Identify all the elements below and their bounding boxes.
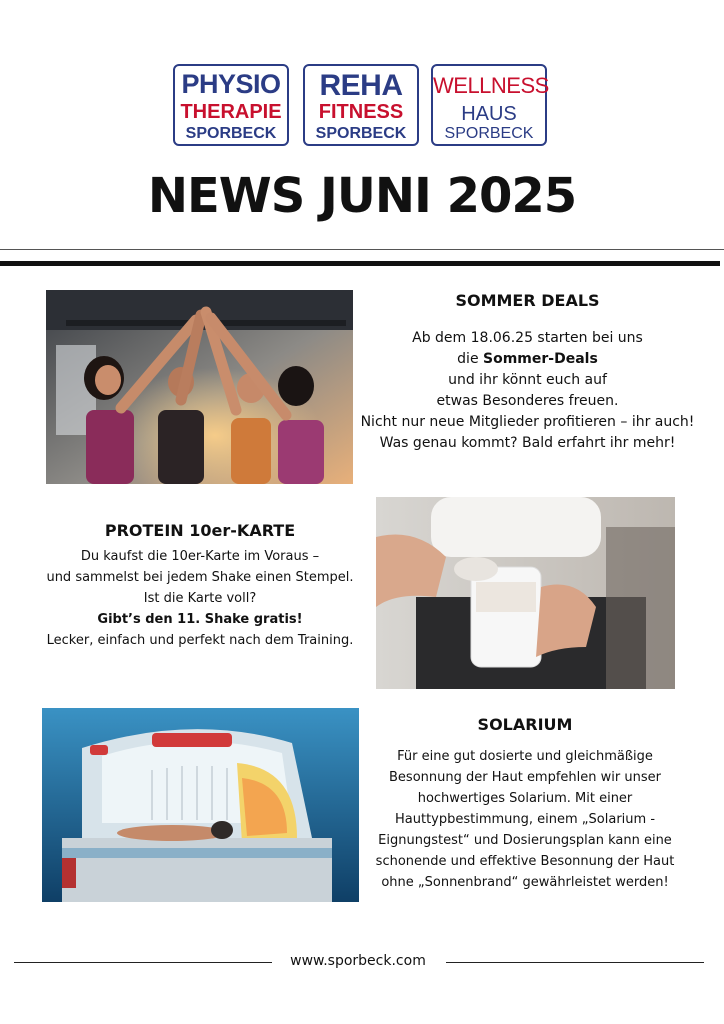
physiotherapie-logo [173, 64, 289, 146]
protein-shake-photo [376, 497, 675, 689]
logo-line-2: HAUS [461, 103, 517, 125]
solarium-section [370, 715, 680, 893]
summer-line: Was genau kommt? Bald erfahrt ihr mehr! [379, 435, 676, 451]
protein-line: Ist die Karte voll? [143, 591, 257, 606]
solarium-heading: SOLARIUM [477, 715, 573, 734]
logo-line-2: FITNESS [318, 101, 404, 123]
protein-section [40, 521, 360, 651]
logo-line-1: PHYSIO [181, 69, 281, 99]
logo-line-2: THERAPIE [180, 101, 282, 123]
logo-line-1: REHA [319, 69, 403, 102]
solarium-photo [42, 708, 359, 902]
divider-thick [0, 261, 720, 266]
summer-line: Ab dem 18.06.25 starten bei uns [412, 330, 643, 346]
summer-deals-section [356, 291, 699, 454]
page-title: NEWS JUNI 2025 [147, 168, 577, 224]
logo-row [173, 64, 551, 152]
summer-line: Nicht nur neue Mitglieder profitieren – ihr auch! [360, 414, 695, 430]
high-five-photo [46, 290, 353, 484]
rehafitness-logo [303, 64, 419, 146]
summer-deals-heading: SOMMER DEALS [455, 291, 600, 310]
summer-deals-highlight: Sommer-Deals [483, 351, 598, 367]
solarium-line: schonende und effektive Besonnung der Haut [375, 854, 675, 869]
solarium-line: hochwertiges Solarium. Mit einer [417, 791, 633, 806]
solarium-line: Hauttypbestimmung, einem „Solarium - [394, 812, 656, 827]
logo-line-3: SPORBECK [444, 125, 534, 142]
logo-line-3: SPORBECK [315, 125, 407, 142]
footer-line-left [14, 962, 272, 963]
summer-line-prefix: die [457, 351, 484, 367]
solarium-line: Besonnung der Haut empfehlen wir unser [389, 770, 661, 785]
logo-line-1: WELLNESS [433, 73, 549, 98]
solarium-line: ohne „Sonnenbrand“ gewährleistet werden! [381, 875, 669, 890]
summer-line [356, 349, 699, 370]
summer-line: etwas Besonderes freuen. [436, 393, 619, 409]
summer-line: und ihr könnt euch auf [448, 372, 607, 388]
footer-website-link[interactable]: www.sporbeck.com [290, 953, 426, 969]
footer-line-right [446, 962, 704, 963]
protein-line: Lecker, einfach und perfekt nach dem Training. [46, 633, 354, 648]
solarium-line: Eignungstest“ und Dosierungsplan kann eine [378, 833, 672, 848]
divider-thin [0, 249, 724, 250]
protein-line-highlight: Gibt’s den 11. Shake gratis! [97, 612, 303, 627]
logo-line-3: SPORBECK [185, 125, 277, 142]
solarium-line: Für eine gut dosierte und gleichmäßige [397, 749, 653, 764]
protein-line: Du kaufst die 10er-Karte im Voraus – [80, 549, 320, 564]
protein-heading: PROTEIN 10er-KARTE [104, 521, 296, 540]
wellnesshaus-logo [431, 64, 547, 146]
protein-line: und sammelst bei jedem Shake einen Stempel. [46, 570, 354, 585]
